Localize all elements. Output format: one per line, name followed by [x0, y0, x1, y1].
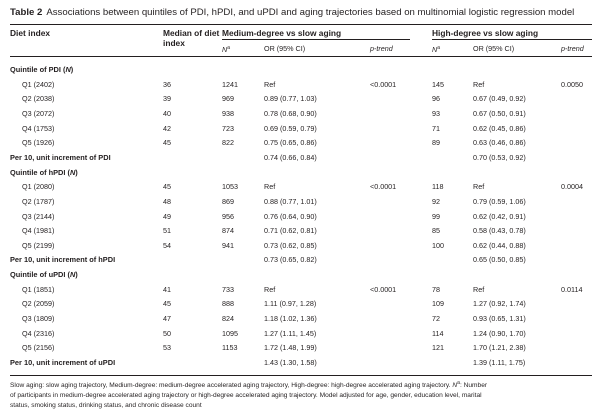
or-high-value: 0.62 (0.44, 0.88): [473, 240, 526, 250]
increment-or-medium: 0.73 (0.65, 0.82): [264, 255, 317, 265]
median-value: 39: [163, 94, 171, 104]
table-row: [0, 180, 600, 193]
n-high-value: 72: [432, 314, 440, 324]
table-caption: [10, 7, 596, 19]
row-label: Q4 (1981): [22, 226, 55, 236]
or-high-value: 0.62 (0.42, 0.91): [473, 211, 526, 221]
or-medium-value: 1.72 (1.48, 1.99): [264, 343, 317, 353]
n-high-value: 89: [432, 138, 440, 148]
n-medium-value: 956: [222, 211, 234, 221]
section-title: Quintile of PDI (N): [10, 65, 74, 74]
row-label: Q1 (2080): [22, 182, 55, 192]
n-high-value: 78: [432, 284, 440, 294]
row-label: Q2 (2059): [22, 299, 55, 309]
footnote-line-1: Slow aging: slow aging trajectory, Medium-degree: medium-degree accelerated aging trajectory, High-degree: high-degree accelerated aging trajectory. $N^a$: Number: [10, 380, 488, 389]
ptrend-medium-value: <0.0001: [370, 79, 397, 89]
row-label: Q2 (1787): [22, 196, 55, 206]
section-title: Quintile of uPDI (N): [10, 270, 78, 280]
or-high-value: 0.67 (0.50, 0.91): [473, 108, 526, 118]
increment-row: [0, 356, 600, 369]
table-title: Associations between quintiles of PDI, hPDI, and uPDI and aging trajectories based on multinomial logistic regression model: [46, 7, 575, 18]
section-title: Quintile of hPDI (N): [10, 167, 78, 177]
header-ptrend-medium: p-trend: [370, 44, 393, 53]
median-value: 49: [163, 211, 171, 221]
increment-or-high: 0.70 (0.53, 0.92): [473, 152, 526, 162]
or-medium-value: Ref: [264, 284, 276, 294]
or-medium-value: 1.27 (1.11, 1.45): [264, 328, 317, 338]
or-high-value: Ref: [473, 79, 485, 89]
ptrend-high-value: 0.0114: [561, 284, 583, 294]
section-heading: [0, 63, 600, 76]
table-row: [0, 92, 600, 105]
or-medium-value: 1.11 (0.97, 1.28): [264, 299, 317, 309]
row-label: Q1 (1851): [22, 284, 55, 294]
n-high-value: 92: [432, 196, 440, 206]
table-row: [0, 107, 600, 120]
median-value: 53: [163, 343, 171, 353]
or-high-value: 0.63 (0.46, 0.86): [473, 138, 526, 148]
n-high-value: 114: [432, 328, 444, 338]
median-value: 51: [163, 226, 171, 236]
header-n-high: $N^a$: [432, 45, 440, 54]
n-medium-value: 1095: [222, 328, 238, 338]
ptrend-medium-value: <0.0001: [370, 182, 397, 192]
medium-group-underline: [222, 39, 410, 40]
ptrend-high-value: 0.0050: [561, 79, 583, 89]
or-high-value: 1.24 (0.90, 1.70): [473, 328, 526, 338]
n-high-value: 118: [432, 182, 444, 192]
or-medium-value: 0.76 (0.64, 0.90): [264, 211, 317, 221]
median-value: 50: [163, 328, 171, 338]
header-high-group: High-degree vs slow aging: [432, 28, 539, 38]
or-medium-value: Ref: [264, 79, 276, 89]
n-medium-value: 938: [222, 108, 234, 118]
table-footnote: [10, 379, 594, 410]
median-value: 47: [163, 314, 171, 324]
n-medium-value: 969: [222, 94, 234, 104]
n-medium-value: 723: [222, 123, 234, 133]
increment-or-high: 1.39 (1.11, 1.75): [473, 358, 526, 367]
n-high-value: 85: [432, 226, 440, 236]
footnote-line-2: of participants in medium-degree accelerated aging trajectory or high-degree accelerated aging trajectory. Model adjusted for age, gender, education level, marital: [10, 391, 482, 399]
n-high-value: 93: [432, 108, 440, 118]
header-or-high: OR (95% CI): [473, 44, 515, 53]
table-row: [0, 122, 600, 135]
ptrend-high-value: 0.0004: [561, 182, 583, 192]
or-high-value: 0.58 (0.43, 0.78): [473, 226, 526, 236]
footnote-line-3: status, smoking status, drinking status, and chronic disease count: [10, 401, 202, 409]
section-heading: [0, 166, 600, 179]
or-medium-value: 1.18 (1.02, 1.36): [264, 314, 317, 324]
table-row: [0, 210, 600, 223]
table-row: [0, 239, 600, 252]
median-value: 41: [163, 284, 171, 294]
n-medium-value: 1153: [222, 343, 238, 353]
median-value: 42: [163, 123, 171, 133]
n-medium-value: 824: [222, 314, 234, 324]
increment-row: [0, 151, 600, 164]
table-row: [0, 283, 600, 296]
n-high-value: 121: [432, 343, 444, 353]
n-medium-value: 1241: [222, 79, 238, 89]
row-label: Q3 (2144): [22, 211, 55, 221]
header-ptrend-high: p-trend: [561, 44, 584, 53]
or-high-value: 0.67 (0.49, 0.92): [473, 94, 526, 104]
row-label: Q5 (2156): [22, 343, 55, 353]
or-medium-value: 0.88 (0.77, 1.01): [264, 196, 317, 206]
table-row: [0, 297, 600, 310]
increment-label: Per 10, unit increment of PDI: [10, 152, 111, 162]
or-high-value: 0.93 (0.65, 1.31): [473, 314, 526, 324]
header-diet-index: Diet index: [10, 28, 51, 38]
table-row: [0, 341, 600, 354]
table-row: [0, 312, 600, 325]
or-medium-value: Ref: [264, 182, 276, 192]
high-group-underline: [432, 39, 592, 40]
n-medium-value: 869: [222, 196, 234, 206]
header-medium-group: Medium-degree vs slow aging: [222, 28, 342, 38]
n-high-value: 145: [432, 79, 444, 89]
n-medium-value: 941: [222, 240, 234, 250]
header-rule: [10, 56, 592, 57]
n-high-value: 99: [432, 211, 440, 221]
increment-or-high: 0.65 (0.50, 0.85): [473, 255, 526, 265]
n-medium-value: 874: [222, 226, 234, 236]
n-medium-value: 1053: [222, 182, 238, 192]
increment-label: Per 10, unit increment of uPDI: [10, 358, 116, 367]
median-value: 45: [163, 182, 171, 192]
or-high-value: 1.27 (0.92, 1.74): [473, 299, 526, 309]
increment-or-medium: 1.43 (1.30, 1.58): [264, 358, 317, 367]
n-high-value: 109: [432, 299, 444, 309]
table-row: [0, 327, 600, 340]
or-high-value: Ref: [473, 284, 485, 294]
or-medium-value: 0.73 (0.62, 0.85): [264, 240, 317, 250]
increment-or-medium: 0.74 (0.66, 0.84): [264, 152, 317, 162]
n-high-value: 96: [432, 94, 440, 104]
table-label: Table 2: [10, 7, 43, 18]
table-row: [0, 224, 600, 237]
header-median: Median of diet index: [163, 28, 220, 48]
increment-row: [0, 253, 600, 266]
median-value: 45: [163, 138, 171, 148]
n-high-value: 100: [432, 240, 444, 250]
or-medium-value: 0.71 (0.62, 0.81): [264, 226, 317, 236]
table-row: [0, 195, 600, 208]
section-heading: [0, 268, 600, 281]
header-n-medium: $N^a$: [222, 45, 230, 54]
row-label: Q5 (1926): [22, 138, 55, 148]
row-label: Q4 (1753): [22, 123, 55, 133]
bottom-rule: [10, 375, 592, 376]
median-value: 36: [163, 79, 171, 89]
or-medium-value: 0.89 (0.77, 1.03): [264, 94, 317, 104]
top-rule: [10, 24, 592, 25]
table-row: [0, 136, 600, 149]
or-medium-value: 0.75 (0.65, 0.86): [264, 138, 317, 148]
n-medium-value: 888: [222, 299, 234, 309]
row-label: Q2 (2038): [22, 94, 55, 104]
median-value: 45: [163, 299, 171, 309]
table-row: [0, 78, 600, 91]
median-value: 40: [163, 108, 171, 118]
or-high-value: 0.62 (0.45, 0.86): [473, 123, 526, 133]
or-medium-value: 0.78 (0.68, 0.90): [264, 108, 317, 118]
header-or-medium: OR (95% CI): [264, 44, 306, 53]
ptrend-medium-value: <0.0001: [370, 284, 397, 294]
or-high-value: 0.79 (0.59, 1.06): [473, 196, 526, 206]
or-high-value: 1.70 (1.21, 2.38): [473, 343, 526, 353]
or-medium-value: 0.69 (0.59, 0.79): [264, 123, 317, 133]
row-label: Q4 (2316): [22, 328, 55, 338]
row-label: Q3 (1809): [22, 314, 55, 324]
n-high-value: 71: [432, 123, 440, 133]
or-high-value: Ref: [473, 182, 485, 192]
n-medium-value: 822: [222, 138, 234, 148]
row-label: Q5 (2199): [22, 240, 55, 250]
n-medium-value: 733: [222, 284, 234, 294]
row-label: Q3 (2072): [22, 108, 55, 118]
median-value: 54: [163, 240, 171, 250]
row-label: Q1 (2402): [22, 79, 55, 89]
increment-label: Per 10, unit increment of hPDI: [10, 255, 116, 265]
median-value: 48: [163, 196, 171, 206]
